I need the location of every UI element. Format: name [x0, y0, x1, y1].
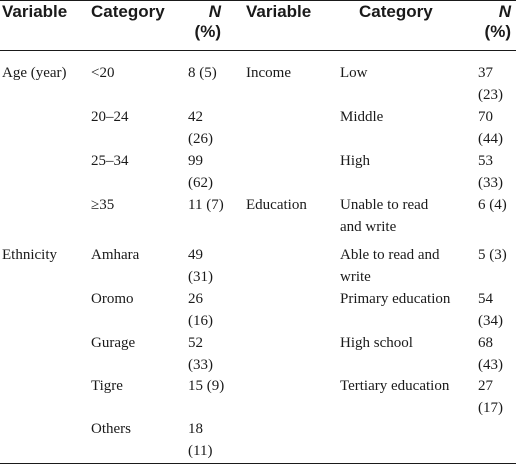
left-count: 26 [188, 291, 203, 307]
left-percent: (31) [188, 269, 213, 285]
right-count: 70 [478, 109, 493, 125]
right-count: 6 (4) [478, 197, 507, 213]
table-top-rule [0, 0, 516, 1]
header-pct: (%) [194, 22, 221, 41]
right-category: Able to read and [340, 247, 440, 263]
right-category: Middle [340, 109, 384, 125]
left-count: 42 [188, 109, 203, 125]
left-category: Gurage [91, 335, 136, 351]
header-n-2: N [498, 2, 511, 21]
left-percent: (62) [188, 175, 213, 191]
left-percent: (16) [188, 313, 213, 329]
variable-age: Age (year) [2, 65, 67, 81]
right-count: 37 [478, 65, 493, 81]
left-percent: (11) [188, 443, 213, 459]
right-category: High [340, 153, 370, 169]
left-category: <20 [91, 65, 115, 81]
right-count: 53 [478, 153, 493, 169]
left-count: 49 [188, 247, 203, 263]
variable-education: Education [246, 197, 307, 213]
left-count: 18 [188, 421, 203, 437]
header-pct-2: (%) [484, 22, 511, 41]
right-count: 68 [478, 335, 493, 351]
right-count: 54 [478, 291, 493, 307]
left-category: 20–24 [91, 109, 129, 125]
right-percent: (33) [478, 175, 503, 191]
right-category: Tertiary education [340, 378, 450, 394]
left-percent: (33) [188, 357, 213, 373]
left-category: Others [91, 421, 131, 437]
right-percent: (23) [478, 87, 503, 103]
header-category: Category [91, 2, 165, 21]
header-category-2: Category [359, 2, 433, 21]
right-percent: (17) [478, 400, 503, 416]
left-percent: (26) [188, 131, 213, 147]
right-category: Unable to read [340, 197, 429, 213]
left-category: ≥35 [91, 197, 115, 213]
right-category: Low [340, 65, 368, 81]
header-n: N [208, 2, 221, 21]
left-count: 99 [188, 153, 203, 169]
left-category: 25–34 [91, 153, 129, 169]
right-percent: (44) [478, 131, 503, 147]
left-count: 8 (5) [188, 65, 217, 81]
header-variable-2: Variable [246, 2, 312, 21]
left-category: Tigre [91, 378, 123, 394]
table-bottom-rule [0, 463, 516, 464]
left-count: 11 (7) [188, 197, 224, 213]
left-count: 15 (9) [188, 378, 225, 394]
right-category-cont: write [340, 269, 371, 285]
header-variable: Variable [2, 2, 68, 21]
right-percent: (34) [478, 313, 503, 329]
left-category: Amhara [91, 247, 140, 263]
right-count: 5 (3) [478, 247, 507, 263]
variable-income: Income [246, 65, 291, 81]
right-percent: (43) [478, 357, 503, 373]
header-rule [0, 50, 516, 51]
right-category: High school [340, 335, 413, 351]
variable-ethnicity: Ethnicity [2, 247, 57, 263]
left-count: 52 [188, 335, 203, 351]
left-category: Oromo [91, 291, 134, 307]
right-category: Primary education [340, 291, 451, 307]
right-category-cont: and write [340, 219, 397, 235]
right-count: 27 [478, 378, 493, 394]
